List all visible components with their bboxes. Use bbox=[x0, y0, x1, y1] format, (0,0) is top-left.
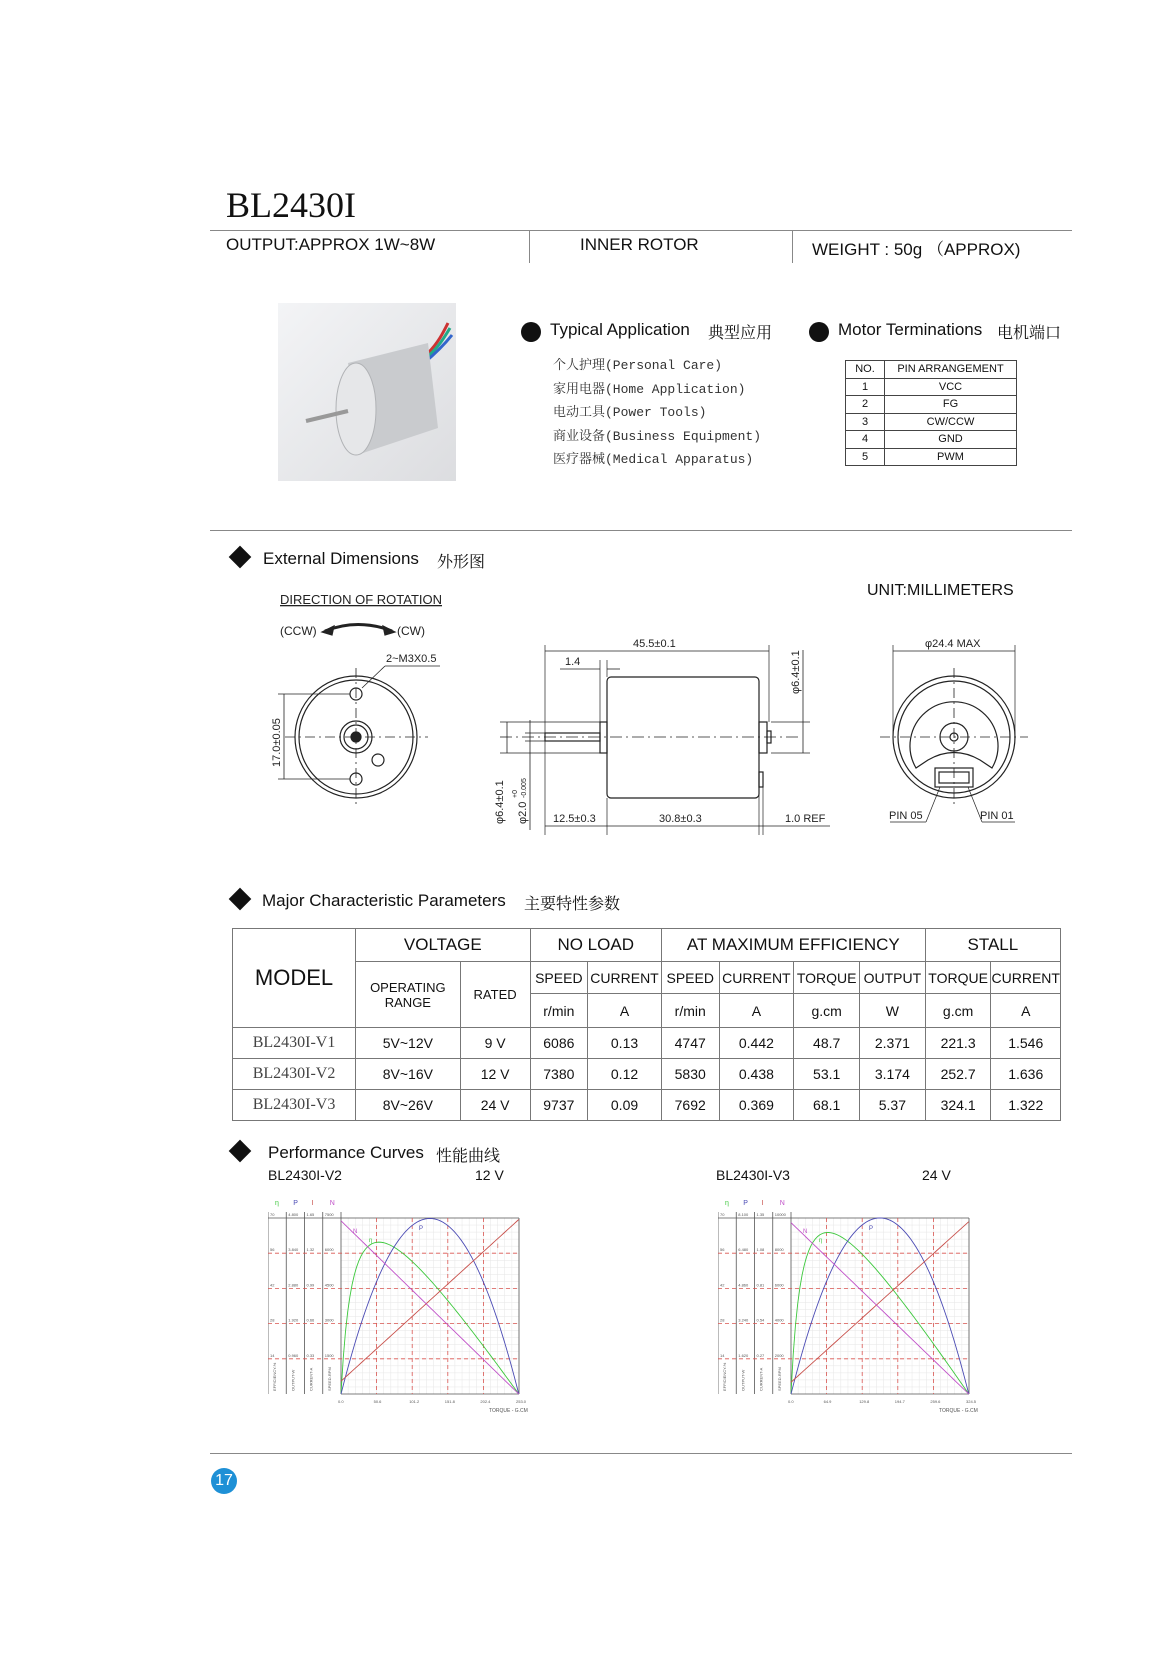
footer-rule bbox=[210, 1453, 1072, 1454]
y-tick-label: 1.620 bbox=[738, 1352, 749, 1358]
curve-label: P bbox=[869, 1226, 874, 1232]
speed-curve bbox=[341, 1221, 519, 1394]
pin-no: 3 bbox=[846, 413, 885, 431]
performance-chart-v3 bbox=[718, 1195, 980, 1417]
value-cell: 1.322 bbox=[991, 1090, 1061, 1121]
y-tick-label: 0.54 bbox=[756, 1317, 765, 1323]
motor-terminations-title: Motor Terminations bbox=[838, 320, 983, 339]
model-title: BL2430I bbox=[226, 185, 356, 225]
efficiency-curve bbox=[341, 1242, 519, 1394]
y-tick-label: 0.960 bbox=[288, 1352, 299, 1358]
pin-header-arrangement: PIN ARRANGEMENT bbox=[885, 361, 1017, 379]
y-tick-label: 10000 bbox=[774, 1212, 786, 1217]
max-efficiency-header: AT MAXIMUM EFFICIENCY bbox=[661, 929, 925, 962]
value-cell: 53.1 bbox=[794, 1059, 860, 1090]
parameters-title-cn: 主要特性参数 bbox=[524, 894, 621, 913]
curve-label: P bbox=[419, 1226, 424, 1232]
col-header: CURRENT bbox=[719, 962, 794, 994]
curve-label: N bbox=[353, 1229, 358, 1235]
value-cell: 0.369 bbox=[719, 1090, 794, 1121]
y-tick-label: 3000 bbox=[324, 1317, 334, 1323]
external-dimensions-title: External Dimensions bbox=[263, 549, 419, 568]
pin-name: FG bbox=[885, 396, 1017, 414]
rated-header: RATED bbox=[460, 962, 530, 1028]
value-cell: 1.636 bbox=[991, 1059, 1061, 1090]
axis-name: OUTPUT-W bbox=[740, 1369, 746, 1391]
y-tick-label: 1.65 bbox=[306, 1212, 315, 1217]
rotation-arrow-icon bbox=[325, 625, 392, 632]
end-view bbox=[880, 645, 1028, 822]
y-tick-label: 0.27 bbox=[756, 1352, 765, 1358]
axis-name: SPEED-RPM bbox=[776, 1367, 782, 1391]
pin05-label: PIN 05 bbox=[889, 810, 923, 822]
performance-chart-v2 bbox=[268, 1195, 530, 1417]
col-header: CURRENT bbox=[588, 962, 662, 994]
x-tick-label: 0.0 bbox=[338, 1399, 344, 1404]
pitch-label: 17.0±0.05 bbox=[271, 718, 283, 767]
y-tick-label: 0.99 bbox=[306, 1282, 315, 1288]
unit-cell: A bbox=[588, 994, 662, 1028]
page-number-badge: 17 bbox=[211, 1468, 237, 1494]
curve-label: I bbox=[947, 1244, 949, 1250]
value-cell: 5.37 bbox=[860, 1090, 926, 1121]
output-curve bbox=[791, 1218, 969, 1394]
y-tick-label: 0.66 bbox=[306, 1317, 315, 1323]
x-tick-label: 324.5 bbox=[966, 1399, 977, 1404]
curve-label: N bbox=[803, 1229, 808, 1235]
parameters-table bbox=[232, 928, 1061, 1121]
value-cell: 0.12 bbox=[588, 1059, 662, 1090]
y-tick-label: 6000 bbox=[774, 1282, 784, 1288]
shaft-tol-lower: -0.005 bbox=[521, 778, 528, 798]
voltage-header: VOLTAGE bbox=[356, 929, 530, 962]
performance-title-cn: 性能曲线 bbox=[436, 1146, 501, 1165]
value-cell: 7380 bbox=[530, 1059, 588, 1090]
value-cell: 0.442 bbox=[719, 1028, 794, 1059]
chart-voltage-label: 24 V bbox=[922, 1167, 951, 1183]
axis-name: CURRENT-A bbox=[758, 1367, 764, 1391]
table-row bbox=[233, 1059, 1061, 1090]
y-tick-label: 70 bbox=[270, 1212, 275, 1217]
pin-name: GND bbox=[885, 431, 1017, 449]
value-cell: 5V~12V bbox=[356, 1028, 461, 1059]
y-tick-label: 8.100 bbox=[738, 1212, 749, 1217]
value-cell: 4747 bbox=[661, 1028, 719, 1059]
x-tick-label: 194.7 bbox=[894, 1399, 905, 1404]
external-dimensions-title-cn: 外形图 bbox=[437, 552, 486, 571]
curve-label: η bbox=[819, 1238, 823, 1244]
axis-name: SPEED-RPM bbox=[326, 1367, 332, 1391]
flange-label: 1.4 bbox=[565, 656, 581, 668]
output-spec: OUTPUT:APPROX 1W~8W bbox=[226, 235, 436, 254]
y-tick-label: 1.35 bbox=[756, 1212, 765, 1217]
x-tick-label: 0.0 bbox=[788, 1399, 794, 1404]
unit-cell: g.cm bbox=[925, 994, 991, 1028]
model-cell: BL2430I-V3 bbox=[233, 1090, 356, 1121]
parameters-title: Major Characteristic Parameters bbox=[262, 891, 506, 910]
dia-right-label: φ6.4±0.1 bbox=[790, 650, 802, 694]
y-tick-label: 28 bbox=[720, 1317, 725, 1323]
x-tick-label: 129.8 bbox=[859, 1399, 870, 1404]
axis-symbol: P bbox=[743, 1200, 748, 1207]
unit-cell: r/min bbox=[530, 994, 588, 1028]
front-view bbox=[278, 666, 440, 806]
y-tick-label: 1.08 bbox=[756, 1247, 765, 1253]
x-tick-label: 101.2 bbox=[409, 1399, 420, 1404]
y-tick-label: 4000 bbox=[774, 1317, 784, 1323]
value-cell: 2.371 bbox=[860, 1028, 926, 1059]
value-cell: 9737 bbox=[530, 1090, 588, 1121]
y-tick-label: 3.240 bbox=[738, 1317, 749, 1323]
y-tick-label: 42 bbox=[720, 1282, 725, 1288]
col-header: TORQUE bbox=[925, 962, 991, 994]
no-load-header: NO LOAD bbox=[530, 929, 661, 962]
axis-symbol: N bbox=[779, 1200, 785, 1207]
axis-name: CURRENT-A bbox=[308, 1367, 314, 1391]
ref-label: 1.0 REF bbox=[785, 813, 826, 825]
y-tick-label: 56 bbox=[720, 1247, 725, 1253]
value-cell: 252.7 bbox=[925, 1059, 991, 1090]
pin-no: 2 bbox=[846, 396, 885, 414]
application-item: 医疗器械(Medical Apparatus) bbox=[553, 452, 754, 467]
application-item: 个人护理(Personal Care) bbox=[553, 358, 723, 373]
side-view bbox=[500, 645, 830, 835]
y-tick-label: 6.480 bbox=[738, 1247, 749, 1253]
model-cell: BL2430I-V2 bbox=[233, 1059, 356, 1090]
current-curve bbox=[791, 1222, 969, 1383]
model-header: MODEL bbox=[233, 929, 356, 1028]
y-tick-label: 0.33 bbox=[306, 1352, 315, 1358]
pin-name: PWM bbox=[885, 448, 1017, 466]
pin-no: 4 bbox=[846, 431, 885, 449]
rotor-type: INNER ROTOR bbox=[580, 235, 699, 254]
x-tick-label: 64.9 bbox=[823, 1399, 832, 1404]
motor-terminations-title-cn: 电机端口 bbox=[997, 323, 1062, 342]
model-cell: BL2430I-V1 bbox=[233, 1028, 356, 1059]
diamond-icon bbox=[229, 888, 252, 911]
y-tick-label: 14 bbox=[720, 1352, 725, 1358]
pin-name: VCC bbox=[885, 378, 1017, 396]
axis-symbol: η bbox=[275, 1200, 279, 1207]
stall-header: STALL bbox=[925, 929, 1060, 962]
application-item: 电动工具(Power Tools) bbox=[553, 405, 707, 420]
value-cell: 324.1 bbox=[925, 1090, 991, 1121]
value-cell: 0.438 bbox=[719, 1059, 794, 1090]
y-tick-label: 28 bbox=[270, 1317, 275, 1323]
chart-model-label: BL2430I-V2 bbox=[268, 1167, 342, 1183]
value-cell: 24 V bbox=[460, 1090, 530, 1121]
x-axis-label: TORQUE - G.CM bbox=[489, 1408, 528, 1414]
y-tick-label: 4.860 bbox=[738, 1282, 749, 1288]
axis-symbol: N bbox=[329, 1200, 335, 1207]
y-tick-label: 1.920 bbox=[288, 1317, 299, 1323]
y-tick-label: 4500 bbox=[324, 1282, 334, 1288]
col-header: CURRENT bbox=[991, 962, 1061, 994]
speed-curve bbox=[791, 1223, 969, 1394]
cw-label: (CW) bbox=[397, 624, 425, 638]
x-axis-label: TORQUE - G.CM bbox=[939, 1408, 978, 1414]
value-cell: 12 V bbox=[460, 1059, 530, 1090]
axis-symbol: P bbox=[293, 1200, 298, 1207]
pin-header-no: NO. bbox=[846, 361, 885, 379]
pin-no: 1 bbox=[846, 378, 885, 396]
y-tick-label: 14 bbox=[270, 1352, 275, 1358]
value-cell: 221.3 bbox=[925, 1028, 991, 1059]
thread-label: 2~M3X0.5 bbox=[386, 653, 437, 665]
chart-voltage-label: 12 V bbox=[475, 1167, 504, 1183]
pin-no: 5 bbox=[846, 448, 885, 466]
application-item: 商业设备(Business Equipment) bbox=[553, 428, 762, 444]
unit-cell: W bbox=[860, 994, 926, 1028]
dia-boss-label: φ6.4±0.1 bbox=[494, 780, 506, 824]
x-tick-label: 202.4 bbox=[480, 1399, 491, 1404]
unit-label: UNIT:MILLIMETERS bbox=[867, 582, 1014, 599]
value-cell: 3.174 bbox=[860, 1059, 926, 1090]
col-header: OUTPUT bbox=[860, 962, 926, 994]
value-cell: 8V~16V bbox=[356, 1059, 461, 1090]
unit-cell: A bbox=[719, 994, 794, 1028]
value-cell: 5830 bbox=[661, 1059, 719, 1090]
col-header: SPEED bbox=[530, 962, 588, 994]
body-length-label: 30.8±0.3 bbox=[659, 813, 702, 825]
typical-application-title: Typical Application bbox=[550, 320, 690, 339]
curve-label: η bbox=[369, 1238, 373, 1244]
value-cell: 7692 bbox=[661, 1090, 719, 1121]
y-tick-label: 56 bbox=[270, 1247, 275, 1253]
x-tick-label: 259.6 bbox=[930, 1399, 941, 1404]
unit-cell: g.cm bbox=[794, 994, 860, 1028]
unit-cell: r/min bbox=[661, 994, 719, 1028]
y-tick-label: 0.81 bbox=[756, 1282, 765, 1288]
direction-label: DIRECTION OF ROTATION bbox=[280, 592, 443, 607]
y-tick-label: 7500 bbox=[324, 1212, 334, 1217]
efficiency-curve bbox=[791, 1233, 969, 1394]
end-dia-label: φ24.4 MAX bbox=[925, 638, 981, 650]
col-header: TORQUE bbox=[794, 962, 860, 994]
chart-model-label: BL2430I-V3 bbox=[716, 1167, 790, 1183]
y-tick-label: 1.32 bbox=[306, 1247, 315, 1253]
y-tick-label: 42 bbox=[270, 1282, 275, 1288]
value-cell: 0.13 bbox=[588, 1028, 662, 1059]
table-row bbox=[233, 1028, 1061, 1059]
shaft-tol-upper: +0 bbox=[512, 790, 519, 798]
value-cell: 6086 bbox=[530, 1028, 588, 1059]
value-cell: 0.09 bbox=[588, 1090, 662, 1121]
performance-title: Performance Curves bbox=[268, 1143, 424, 1162]
y-tick-label: 4.800 bbox=[288, 1212, 299, 1217]
ccw-label: (CCW) bbox=[280, 624, 317, 638]
table-row bbox=[233, 1090, 1061, 1121]
y-tick-label: 3.840 bbox=[288, 1247, 299, 1253]
axis-symbol: I bbox=[311, 1200, 314, 1207]
y-tick-label: 2.880 bbox=[288, 1282, 299, 1288]
axis-name: OUTPUT-W bbox=[290, 1369, 296, 1391]
diamond-icon bbox=[229, 1140, 252, 1163]
length-label: 45.5±0.1 bbox=[633, 638, 676, 650]
value-cell: 8V~26V bbox=[356, 1090, 461, 1121]
value-cell: 9 V bbox=[460, 1028, 530, 1059]
pin01-label: PIN 01 bbox=[980, 810, 1014, 822]
value-cell: 48.7 bbox=[794, 1028, 860, 1059]
dia-shaft-label: φ2.0 bbox=[517, 801, 529, 824]
curve-label: I bbox=[497, 1244, 499, 1250]
axis-symbol: I bbox=[761, 1200, 764, 1207]
axis-name: EFFICIENCY-% bbox=[722, 1362, 727, 1391]
pin-name: CW/CCW bbox=[885, 413, 1017, 431]
x-tick-label: 253.0 bbox=[516, 1399, 527, 1404]
application-item: 家用电器(Home Application) bbox=[553, 381, 746, 397]
y-tick-label: 8000 bbox=[774, 1247, 784, 1253]
unit-cell: A bbox=[991, 994, 1061, 1028]
x-tick-label: 151.8 bbox=[444, 1399, 455, 1404]
x-tick-label: 50.6 bbox=[373, 1399, 382, 1404]
typical-application-title-cn: 典型应用 bbox=[708, 323, 773, 342]
operating-range-header: OPERATING RANGE bbox=[356, 962, 461, 1028]
value-cell: 68.1 bbox=[794, 1090, 860, 1121]
y-tick-label: 2000 bbox=[774, 1352, 784, 1358]
axis-name: EFFICIENCY-% bbox=[272, 1362, 277, 1391]
y-tick-label: 6000 bbox=[324, 1247, 334, 1253]
col-header: SPEED bbox=[661, 962, 719, 994]
y-tick-label: 1500 bbox=[324, 1352, 334, 1358]
weight-spec: WEIGHT : 50g （APPROX) bbox=[812, 240, 1021, 259]
value-cell: 1.546 bbox=[991, 1028, 1061, 1059]
axis-symbol: η bbox=[725, 1200, 729, 1207]
y-tick-label: 70 bbox=[720, 1212, 725, 1217]
shaft-length-label: 12.5±0.3 bbox=[553, 813, 596, 825]
